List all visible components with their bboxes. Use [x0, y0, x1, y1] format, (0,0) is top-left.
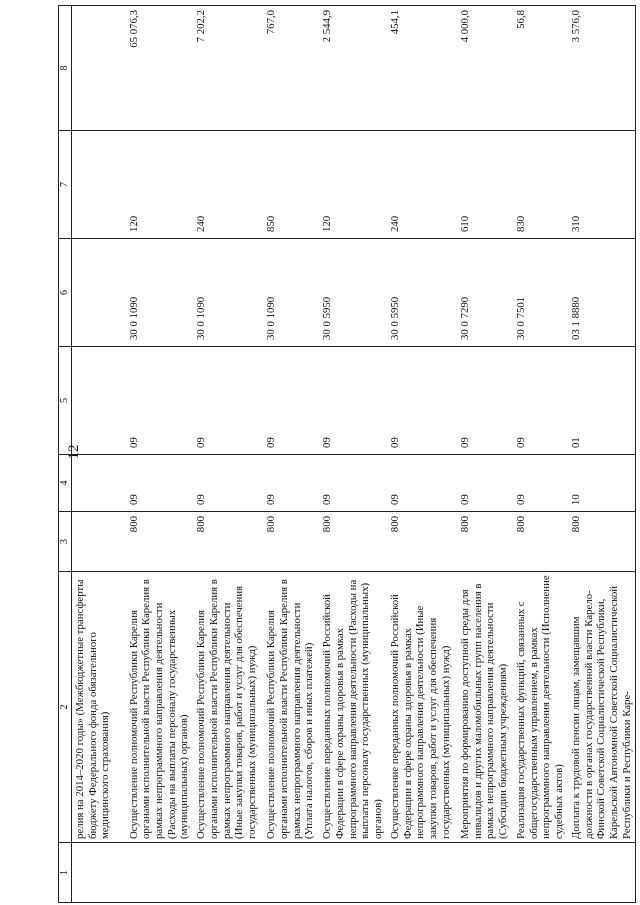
cell-col6: 30 0 1090 — [263, 239, 319, 347]
cell-col4: 09 — [263, 455, 319, 512]
column-header: 1 — [59, 843, 72, 903]
cell-col3: 800 — [457, 512, 513, 572]
cell-col7: 240 — [193, 131, 263, 239]
cell-name: Реализация государственных функций, связанных с общегосударственным управлением, в рамках непрограммного направления деятельности (Исполнение судебных актов) — [513, 572, 568, 843]
rotated-table-container — [58, 0, 638, 905]
cell-col8: 4 000,0 — [457, 6, 513, 131]
cell-col8: 767,0 — [263, 6, 319, 131]
cell-col1 — [72, 843, 126, 903]
cell-col8: 3 576,0 — [568, 6, 636, 131]
cell-name: Осуществление переданных полномочий Российской Федерации в сфере охраны здоровья в рамках непрограммного направления деятельности (Расходы на выплаты персоналу государственных (муниципальных) органов) — [319, 572, 387, 843]
cell-name: Осуществление полномочий Республики Карелия органами исполнительной власти Республики Карелия в рамках непрограммного направления деятельности (Иные закупки товаров, работ и услуг для обеспечения государственных (муниципальных) нужд) — [193, 572, 263, 843]
cell-col8: 454,1 — [387, 6, 457, 131]
cell-col7 — [72, 131, 126, 239]
column-header: 5 — [59, 347, 72, 455]
budget-table — [58, 5, 636, 903]
table-header-row — [59, 6, 72, 903]
cell-col5: 09 — [513, 347, 568, 455]
cell-name: Осуществление переданных полномочий Российской Федерации в сфере охраны здоровья в рамках непрограммного направления деятельности (Иные закупки товаров, работ и услуг для обеспечения государственных (муниципальных) нужд) — [387, 572, 457, 843]
cell-name: Доплата к трудовой пенсии лицам, замещавшим должности в органах государственной власти Карело-Финской Советской Социалистической Республики, Карельской Автономной Советской Социалистической Республики и Республики Каре- — [568, 572, 636, 843]
cell-col5: 09 — [319, 347, 387, 455]
cell-col4: 09 — [193, 455, 263, 512]
cell-col7: 610 — [457, 131, 513, 239]
cell-name: Осуществление полномочий Республики Карелия органами исполнительной власти Республики Карелия в рамках непрограммного направления деятельности (Расходы на выплаты персоналу государственных (муниципальных) органов) — [126, 572, 194, 843]
cell-col4: 09 — [513, 455, 568, 512]
cell-col6: 30 0 5950 — [319, 239, 387, 347]
cell-col7: 850 — [263, 131, 319, 239]
cell-col3 — [72, 512, 126, 572]
cell-col4: 10 — [568, 455, 636, 512]
cell-name: релия на 2014–2020 годы» (Межбюджетные трансферты бюджету Федерального фонда обязательного медицинского страхования) — [72, 572, 126, 843]
cell-col5: 09 — [263, 347, 319, 455]
cell-col7: 240 — [387, 131, 457, 239]
cell-col7: 120 — [126, 131, 194, 239]
table-row — [387, 6, 457, 903]
cell-col1 — [513, 843, 568, 903]
cell-col4: 09 — [319, 455, 387, 512]
cell-col6: 03 1 8880 — [568, 239, 636, 347]
cell-col3: 800 — [319, 512, 387, 572]
cell-name: Мероприятия по формированию доступной среды для инвалидов и других маломобильных групп населения в рамках непрограммного направления деятельности (Субсидии бюджетным учреждениям) — [457, 572, 513, 843]
cell-col3: 800 — [387, 512, 457, 572]
cell-col1 — [193, 843, 263, 903]
table-row — [457, 6, 513, 903]
cell-col1 — [126, 843, 194, 903]
table-row — [513, 6, 568, 903]
cell-col3: 800 — [126, 512, 194, 572]
cell-col1 — [568, 843, 636, 903]
table-row — [263, 6, 319, 903]
cell-name: Осуществление полномочий Республики Карелия органами исполнительной власти Республики Карелия в рамках непрограммного направления деятельности (Уплата налогов, сборов и иных платежей) — [263, 572, 319, 843]
cell-col3: 800 — [263, 512, 319, 572]
page-number: 12 — [66, 444, 82, 460]
table-row — [72, 6, 126, 903]
cell-col4: 09 — [457, 455, 513, 512]
cell-col8: 56,8 — [513, 6, 568, 131]
cell-col1 — [319, 843, 387, 903]
cell-col8: 7 202,2 — [193, 6, 263, 131]
cell-col3: 800 — [193, 512, 263, 572]
column-header: 8 — [59, 6, 72, 131]
table-row — [193, 6, 263, 903]
column-header: 7 — [59, 131, 72, 239]
cell-col5: 09 — [457, 347, 513, 455]
cell-col8: 65 076,3 — [126, 6, 194, 131]
cell-col5: 09 — [387, 347, 457, 455]
table-row — [126, 6, 194, 903]
cell-col5: 09 — [126, 347, 194, 455]
cell-col3: 800 — [513, 512, 568, 572]
cell-col3: 800 — [568, 512, 636, 572]
cell-col4: 09 — [126, 455, 194, 512]
table-row — [568, 6, 636, 903]
cell-col1 — [263, 843, 319, 903]
cell-col1 — [387, 843, 457, 903]
column-header: 6 — [59, 239, 72, 347]
column-header: 2 — [59, 572, 72, 843]
cell-col8: 2 544,9 — [319, 6, 387, 131]
cell-col6: 30 0 7501 — [513, 239, 568, 347]
table-row — [319, 6, 387, 903]
cell-col6: 30 0 5950 — [387, 239, 457, 347]
cell-col5: 09 — [193, 347, 263, 455]
column-header: 3 — [59, 512, 72, 572]
cell-col6: 30 0 1090 — [126, 239, 194, 347]
cell-col6: 30 0 7290 — [457, 239, 513, 347]
cell-col4 — [72, 455, 126, 512]
cell-col7: 830 — [513, 131, 568, 239]
cell-col7: 310 — [568, 131, 636, 239]
cell-col8 — [72, 6, 126, 131]
cell-col4: 09 — [387, 455, 457, 512]
cell-col6: 30 0 1090 — [193, 239, 263, 347]
cell-col6 — [72, 239, 126, 347]
column-header: 4 — [59, 455, 72, 512]
cell-col1 — [457, 843, 513, 903]
cell-col7: 120 — [319, 131, 387, 239]
cell-col5 — [72, 347, 126, 455]
cell-col5: 01 — [568, 347, 636, 455]
